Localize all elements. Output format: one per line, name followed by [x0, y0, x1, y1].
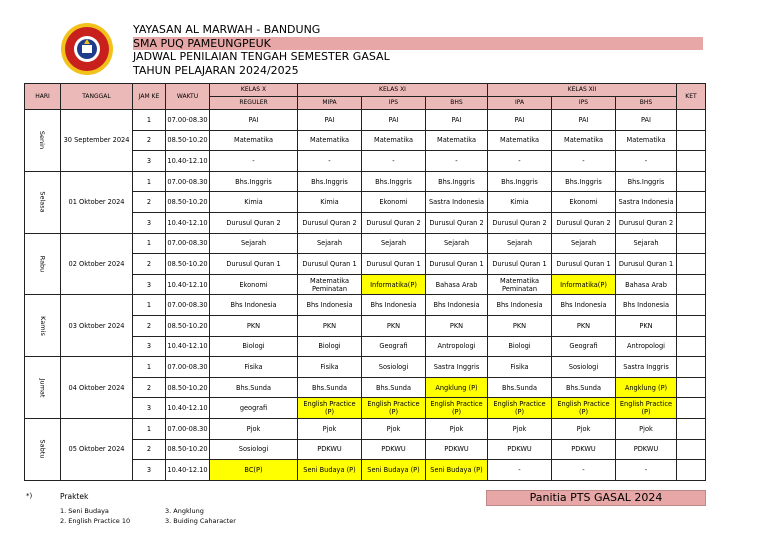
subject-cell: Angklung (P) — [426, 377, 488, 398]
subject-cell: Ekonomi — [362, 192, 426, 213]
time-slot: 10.40-12.10 — [166, 398, 210, 419]
subheader-xii-bhs: BHS — [616, 97, 677, 110]
subject-cell: PKN — [488, 315, 552, 336]
subject-cell: Sejarah — [298, 233, 362, 254]
subject-cell: Pjok — [298, 418, 362, 439]
time-slot: 07.00-08.30 — [166, 418, 210, 439]
subject-cell: PKN — [552, 315, 616, 336]
subject-cell: Sejarah — [616, 233, 677, 254]
subject-cell: - — [362, 151, 426, 172]
ket-cell — [677, 130, 706, 151]
ket-cell — [677, 110, 706, 131]
subject-cell: Informatika(P) — [552, 274, 616, 295]
subject-cell: Matematika Peminatan — [298, 274, 362, 295]
subject-cell: English Practice (P) — [488, 398, 552, 419]
col-header-kelas-xi: KELAS XI — [298, 84, 488, 97]
subject-cell: PKN — [298, 315, 362, 336]
subject-cell: Kimia — [298, 192, 362, 213]
subheader-xi-mipa: MIPA — [298, 97, 362, 110]
ket-cell — [677, 295, 706, 316]
subject-cell: Bhs Indonesia — [362, 295, 426, 316]
time-slot: 07.00-08.30 — [166, 110, 210, 131]
document-title: JADWAL PENILAIAN TENGAH SEMESTER GASAL — [133, 50, 390, 63]
subject-cell: PAI — [488, 110, 552, 131]
subject-cell: Bhs Indonesia — [616, 295, 677, 316]
subject-cell: - — [616, 460, 677, 481]
subject-cell: Ekonomi — [210, 274, 298, 295]
subject-cell: PAI — [362, 110, 426, 131]
subject-cell: - — [210, 151, 298, 172]
time-slot: 10.40-12.10 — [166, 274, 210, 295]
ket-cell — [677, 315, 706, 336]
subject-cell: Durusul Quran 1 — [362, 254, 426, 275]
subject-cell: Matematika — [210, 130, 298, 151]
subject-cell: PDKWU — [298, 439, 362, 460]
subject-cell: Kimia — [210, 192, 298, 213]
subject-cell: Durusul Quran 1 — [616, 254, 677, 275]
period-number: 3 — [133, 212, 166, 233]
subject-cell: Durusul Quran 1 — [426, 254, 488, 275]
subject-cell: - — [298, 151, 362, 172]
subject-cell: Sastra Inggris — [426, 357, 488, 378]
subject-cell: PAI — [616, 110, 677, 131]
subject-cell: Informatika(P) — [362, 274, 426, 295]
subject-cell: Sejarah — [552, 233, 616, 254]
col-header-kelas-x: KELAS X — [210, 84, 298, 97]
subject-cell: Sosiologi — [210, 439, 298, 460]
subject-cell: Durusul Quran 1 — [210, 254, 298, 275]
period-number: 2 — [133, 130, 166, 151]
footnote-title: Praktek — [60, 492, 89, 501]
subject-cell: English Practice (P) — [298, 398, 362, 419]
subject-cell: Bahasa Arab — [616, 274, 677, 295]
document-header — [133, 23, 703, 77]
subject-cell: Bhs.Sunda — [362, 377, 426, 398]
subject-cell: PKN — [362, 315, 426, 336]
subject-cell: PAI — [552, 110, 616, 131]
schedule-row — [25, 110, 706, 131]
subject-cell: Bhs.Inggris — [488, 171, 552, 192]
subject-cell: PDKWU — [616, 439, 677, 460]
subject-cell: Antropologi — [616, 336, 677, 357]
subject-cell: English Practice (P) — [362, 398, 426, 419]
period-number: 2 — [133, 192, 166, 213]
date-cell: 05 Oktober 2024 — [61, 418, 133, 480]
col-header-ket: KET — [677, 84, 706, 110]
col-header-tanggal: TANGGAL — [61, 84, 133, 110]
ket-cell — [677, 418, 706, 439]
subject-cell: Bhs.Sunda — [298, 377, 362, 398]
subject-cell: Durusul Quran 2 — [616, 212, 677, 233]
subject-cell: Durusul Quran 1 — [298, 254, 362, 275]
subject-cell: Geografi — [552, 336, 616, 357]
time-slot: 10.40-12.10 — [166, 336, 210, 357]
subject-cell: English Practice (P) — [426, 398, 488, 419]
day-cell — [25, 418, 61, 480]
col-header-kelas-xii: KELAS XII — [488, 84, 677, 97]
col-header-jam-ke: JAM KE — [133, 84, 166, 110]
subject-cell: Bhs Indonesia — [488, 295, 552, 316]
subject-cell: Durusul Quran 1 — [488, 254, 552, 275]
subject-cell: Bhs.Inggris — [210, 171, 298, 192]
day-name: Kamis — [38, 315, 47, 336]
subject-cell: Bhs.Inggris — [426, 171, 488, 192]
subject-cell: Bhs.Sunda — [488, 377, 552, 398]
time-slot: 08.50-10.20 — [166, 377, 210, 398]
time-slot: 08.50-10.20 — [166, 254, 210, 275]
subject-cell: Sejarah — [488, 233, 552, 254]
subject-cell: Pjok — [426, 418, 488, 439]
subject-cell: Antropologi — [426, 336, 488, 357]
subject-cell: Geografi — [362, 336, 426, 357]
time-slot: 10.40-12.10 — [166, 212, 210, 233]
subject-cell: Seni Budaya (P) — [426, 460, 488, 481]
subject-cell: Seni Budaya (P) — [362, 460, 426, 481]
ket-cell — [677, 336, 706, 357]
subject-cell: PKN — [210, 315, 298, 336]
footnote-item: 2. English Practice 10 — [60, 517, 131, 525]
foundation-name: YAYASAN AL MARWAH - BANDUNG — [133, 23, 321, 36]
committee-label: Panitia PTS GASAL 2024 — [486, 490, 706, 506]
day-cell — [25, 357, 61, 419]
subject-cell: PAI — [298, 110, 362, 131]
ket-cell — [677, 212, 706, 233]
subject-cell: Sosiologi — [362, 357, 426, 378]
subheader-xii-ipa: IPA — [488, 97, 552, 110]
subject-cell: PKN — [616, 315, 677, 336]
subject-cell: Durusul Quran 1 — [552, 254, 616, 275]
time-slot: 08.50-10.20 — [166, 192, 210, 213]
col-header-waktu: WAKTU — [166, 84, 210, 110]
subject-cell: Matematika — [362, 130, 426, 151]
subject-cell: English Practice (P) — [552, 398, 616, 419]
time-slot: 07.00-08.30 — [166, 295, 210, 316]
subject-cell: PKN — [426, 315, 488, 336]
subject-cell: Sastra Indonesia — [426, 192, 488, 213]
subject-cell: Sejarah — [362, 233, 426, 254]
subject-cell: - — [616, 151, 677, 172]
subject-cell: Bhs Indonesia — [552, 295, 616, 316]
period-number: 1 — [133, 110, 166, 131]
subject-cell: Bhs.Inggris — [616, 171, 677, 192]
subject-cell: Ekonomi — [552, 192, 616, 213]
subject-cell: PDKWU — [362, 439, 426, 460]
subject-cell: Fisika — [488, 357, 552, 378]
subheader-reguler: REGULER — [210, 97, 298, 110]
subject-cell: Matematika — [616, 130, 677, 151]
footnote-marker: *) — [26, 492, 33, 500]
subject-cell: Fisika — [298, 357, 362, 378]
subject-cell: Sastra Inggris — [616, 357, 677, 378]
school-name: SMA PUQ PAMEUNGPEUK — [133, 37, 703, 51]
time-slot: 07.00-08.30 — [166, 233, 210, 254]
subject-cell: Bhs Indonesia — [210, 295, 298, 316]
day-cell — [25, 295, 61, 357]
subject-cell: Matematika Peminatan — [488, 274, 552, 295]
subject-cell: Seni Budaya (P) — [298, 460, 362, 481]
period-number: 2 — [133, 377, 166, 398]
period-number: 3 — [133, 274, 166, 295]
subject-cell: Sejarah — [210, 233, 298, 254]
ket-cell — [677, 460, 706, 481]
day-name: Rabu — [38, 255, 47, 273]
footnote-item: 3. Angklung — [165, 507, 204, 515]
subject-cell: Matematika — [426, 130, 488, 151]
schedule-row — [25, 357, 706, 378]
time-slot: 07.00-08.30 — [166, 171, 210, 192]
subject-cell: English Practice (P) — [616, 398, 677, 419]
subject-cell: - — [552, 151, 616, 172]
ket-cell — [677, 151, 706, 172]
subheader-xi-bhs: BHS — [426, 97, 488, 110]
subject-cell: Angklung (P) — [616, 377, 677, 398]
ket-cell — [677, 233, 706, 254]
subject-cell: Bhs.Inggris — [298, 171, 362, 192]
period-number: 1 — [133, 171, 166, 192]
subject-cell: geografi — [210, 398, 298, 419]
subject-cell: Pjok — [552, 418, 616, 439]
date-cell: 03 Oktober 2024 — [61, 295, 133, 357]
subject-cell: Biologi — [298, 336, 362, 357]
date-cell: 02 Oktober 2024 — [61, 233, 133, 295]
subject-cell: Sejarah — [426, 233, 488, 254]
day-name: Senin — [38, 131, 47, 150]
subject-cell: PDKWU — [552, 439, 616, 460]
subject-cell: Durusul Quran 2 — [488, 212, 552, 233]
period-number: 3 — [133, 151, 166, 172]
exam-schedule-table — [24, 83, 706, 481]
col-header-hari: HARI — [25, 84, 61, 110]
subject-cell: Bhs.Inggris — [362, 171, 426, 192]
day-name: Sabtu — [38, 439, 47, 459]
subject-cell: Bhs.Sunda — [210, 377, 298, 398]
ket-cell — [677, 357, 706, 378]
period-number: 1 — [133, 233, 166, 254]
time-slot: 08.50-10.20 — [166, 439, 210, 460]
period-number: 3 — [133, 336, 166, 357]
period-number: 3 — [133, 460, 166, 481]
subject-cell: Durusul Quran 2 — [426, 212, 488, 233]
schedule-row — [25, 171, 706, 192]
ket-cell — [677, 254, 706, 275]
subject-cell: PDKWU — [426, 439, 488, 460]
ket-cell — [677, 398, 706, 419]
time-slot: 10.40-12.10 — [166, 460, 210, 481]
subject-cell: Matematika — [298, 130, 362, 151]
subject-cell: Biologi — [488, 336, 552, 357]
time-slot: 08.50-10.20 — [166, 315, 210, 336]
period-number: 2 — [133, 254, 166, 275]
subject-cell: Durusul Quran 2 — [552, 212, 616, 233]
time-slot: 08.50-10.20 — [166, 130, 210, 151]
schedule-row — [25, 233, 706, 254]
subject-cell: PDKWU — [488, 439, 552, 460]
subject-cell: Bhs Indonesia — [298, 295, 362, 316]
subject-cell: Bhs.Inggris — [552, 171, 616, 192]
subject-cell: Pjok — [210, 418, 298, 439]
ket-cell — [677, 171, 706, 192]
subject-cell: BC(P) — [210, 460, 298, 481]
schedule-body — [25, 110, 706, 481]
period-number: 2 — [133, 315, 166, 336]
period-number: 1 — [133, 295, 166, 316]
academic-year: TAHUN PELAJARAN 2024/2025 — [133, 63, 299, 77]
subject-cell: - — [426, 151, 488, 172]
footnote-list-left — [60, 506, 130, 526]
ket-cell — [677, 377, 706, 398]
ket-cell — [677, 274, 706, 295]
date-cell: 01 Oktober 2024 — [61, 171, 133, 233]
subject-cell: Pjok — [616, 418, 677, 439]
subject-cell: Bahasa Arab — [426, 274, 488, 295]
day-cell — [25, 110, 61, 172]
subject-cell: Durusul Quran 2 — [362, 212, 426, 233]
subject-cell: Sastra Indonesia — [616, 192, 677, 213]
date-cell: 30 September 2024 — [61, 110, 133, 172]
subject-cell: - — [488, 460, 552, 481]
subject-cell: Kimia — [488, 192, 552, 213]
subject-cell: Sosiologi — [552, 357, 616, 378]
subject-cell: - — [552, 460, 616, 481]
subject-cell: Bhs Indonesia — [426, 295, 488, 316]
day-name: Selasa — [38, 191, 47, 213]
period-number: 1 — [133, 357, 166, 378]
day-cell — [25, 171, 61, 233]
subheader-xi-ips: IPS — [362, 97, 426, 110]
footnote-item: 3. Buiding Caharacter — [165, 517, 236, 525]
time-slot: 07.00-08.30 — [166, 357, 210, 378]
subject-cell: Fisika — [210, 357, 298, 378]
schedule-row — [25, 295, 706, 316]
subject-cell: - — [488, 151, 552, 172]
subject-cell: Pjok — [362, 418, 426, 439]
period-number: 3 — [133, 398, 166, 419]
period-number: 2 — [133, 439, 166, 460]
footnote-item: 1. Seni Budaya — [60, 507, 109, 515]
subject-cell: Biologi — [210, 336, 298, 357]
date-cell: 04 Oktober 2024 — [61, 357, 133, 419]
day-name: Jumat — [38, 378, 47, 397]
subject-cell: PAI — [210, 110, 298, 131]
subject-cell: Matematika — [488, 130, 552, 151]
ket-cell — [677, 192, 706, 213]
schedule-row — [25, 418, 706, 439]
subject-cell: Durusul Quran 2 — [210, 212, 298, 233]
day-cell — [25, 233, 61, 295]
subject-cell: Durusul Quran 2 — [298, 212, 362, 233]
subject-cell: Matematika — [552, 130, 616, 151]
period-number: 1 — [133, 418, 166, 439]
ket-cell — [677, 439, 706, 460]
school-logo — [60, 22, 114, 76]
subject-cell: Bhs.Sunda — [552, 377, 616, 398]
subheader-xii-ips: IPS — [552, 97, 616, 110]
footnote-list-right — [165, 506, 236, 526]
subject-cell: PAI — [426, 110, 488, 131]
subject-cell: Pjok — [488, 418, 552, 439]
time-slot: 10.40-12.10 — [166, 151, 210, 172]
